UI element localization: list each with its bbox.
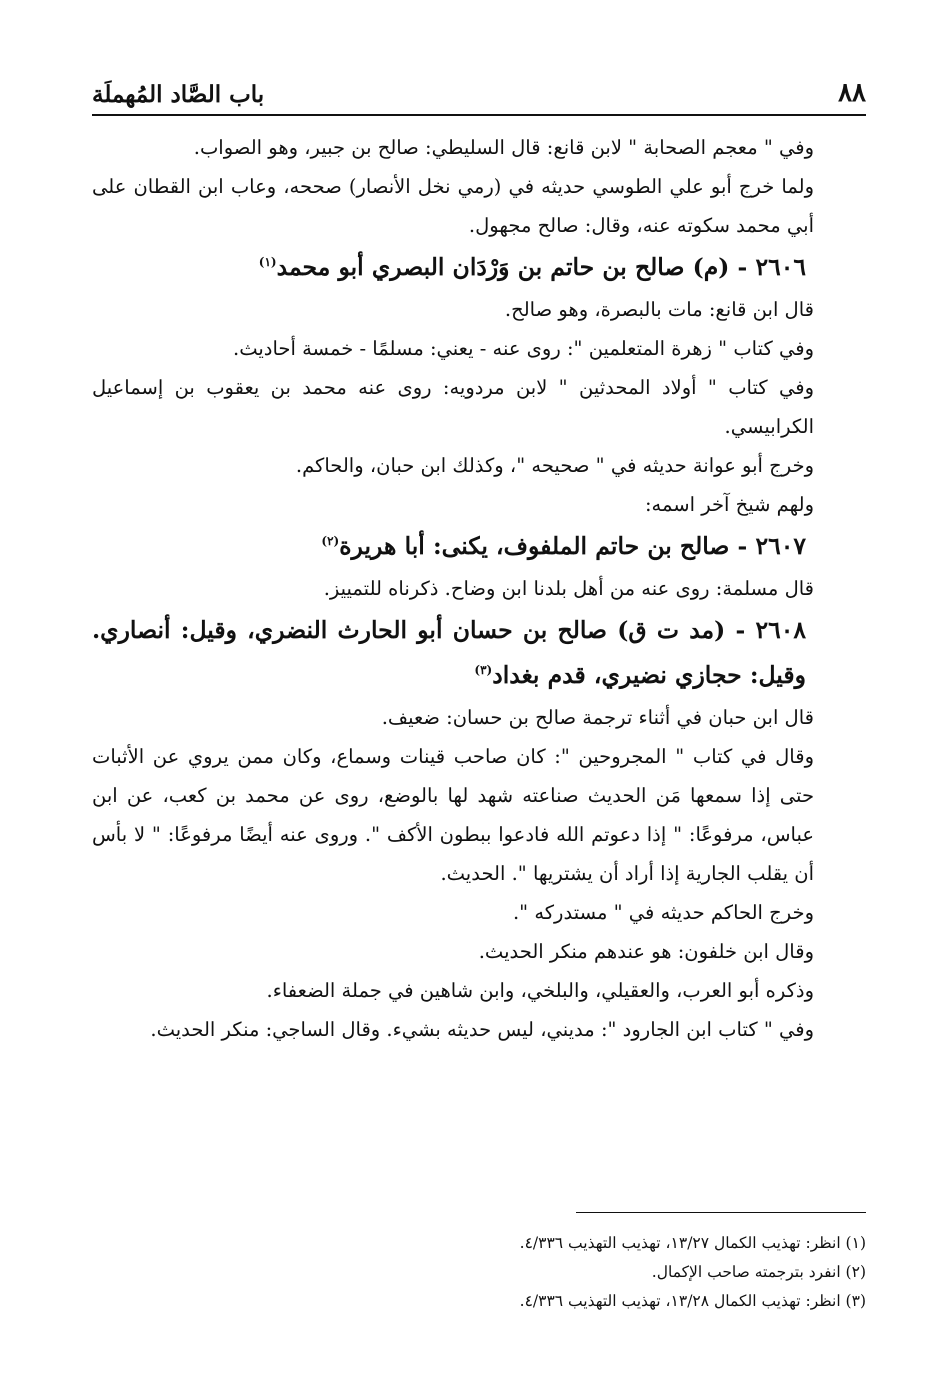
page-number: ٨٨ <box>838 78 866 108</box>
paragraph: قال ابن قانع: مات بالبصرة، وهو صالح. <box>504 298 814 321</box>
footnote: (٣) انظر: تهذيب الكمال ١٣/٢٨، تهذيب التهذيب ٤/٣٣٦. <box>519 1292 866 1310</box>
paragraph: قال ابن حبان في أثناء ترجمة صالح بن حسان: ضعيف. <box>381 706 814 729</box>
entry-heading-text: ٢٦٠٧ - صالح بن حاتم الملفوف، يكنى: أبا هريرة <box>339 532 806 560</box>
page-header <box>92 62 866 116</box>
paragraph: وذكره أبو العرب، والعقيلي، والبلخي، وابن شاهين في جملة الضعفاء. <box>266 979 814 1002</box>
footnote-mark: (٣) <box>474 663 493 678</box>
footnote-mark: (٢) <box>321 534 340 549</box>
paragraph: وقال ابن خلفون: هو عندهم منكر الحديث. <box>478 940 814 963</box>
paragraph: وفي " كتاب ابن الجارود ": مديني، ليس حديثه بشيء. وقال الساجي: منكر الحديث. <box>150 1018 814 1041</box>
paragraph: وفي " معجم الصحابة " لابن قانع: قال السليطي: صالح بن جبير، وهو الصواب. <box>193 136 814 159</box>
paragraph: وفي كتاب " أولاد المحدثين " لابن مردويه: روى عنه محمد بن يعقوب بن إسماعيل الكرابيسي. <box>92 376 814 438</box>
main-text <box>92 128 866 1049</box>
footnotes <box>92 1212 866 1316</box>
entry-heading-text: ٢٦٠٨ - (مد ت ق) صالح بن حسان أبو الحارث النضري، وقيل: أنصاري. وقيل: حجازي نضيري، قدم بغداد <box>92 616 806 689</box>
entry-heading-text: ٢٦٠٦ - (م) صالح بن حاتم بن وَرْدَان البصري أبو محمد <box>276 253 806 281</box>
paragraph: قال مسلمة: روى عنه من أهل بلدنا ابن وضاح. ذكرناه للتمييز. <box>323 577 814 600</box>
chapter-title: باب الصَّاد المُهملَة <box>92 81 265 108</box>
footnote-divider <box>576 1212 866 1213</box>
entry-heading-2606 <box>92 245 866 290</box>
paragraph: وخرج الحاكم حديثه في " مستدركه ". <box>512 901 814 924</box>
entry-heading-2608 <box>92 608 866 698</box>
paragraph: ولهم شيخ آخر اسمه: <box>644 493 814 516</box>
paragraph: وقال في كتاب " المجروحين ": كان صاحب قينات وسماع، وكان ممن يروي عن الأثبات حتى إذا سمعها مَن الحديث صناعته شهد لها بالوضع، روى عن محمد بن كعب، عن ابن عباس، مرفوعًا: " إذا دعوتم الله فادعوا ببطون الأكف ". وروى عنه أيضًا مرفوعًا: " لا بأس أن يقلب الجارية إذا أراد أن يشتريها ". الحديث. <box>92 745 814 885</box>
paragraph: وفي كتاب " زهرة المتعلمين ": روى عنه - يعني: مسلمًا - خمسة أحاديث. <box>233 337 814 360</box>
footnote-mark: (١) <box>258 255 277 270</box>
paragraph: ولما خرج أبو علي الطوسي حديثه في (رمي نخل الأنصار) صححه، وعاب ابن القطان على أبي محمد سكوته عنه، وقال: صالح مجهول. <box>92 175 814 237</box>
entry-heading-2607 <box>92 524 866 569</box>
paragraph: وخرج أبو عوانة حديثه في " صحيحه "، وكذلك ابن حبان، والحاكم. <box>295 454 814 477</box>
footnote: (٢) انفرد بترجمته صاحب الإكمال. <box>651 1263 866 1281</box>
footnote: (١) انظر: تهذيب الكمال ١٣/٢٧، تهذيب التهذيب ٤/٣٣٦. <box>519 1234 866 1252</box>
